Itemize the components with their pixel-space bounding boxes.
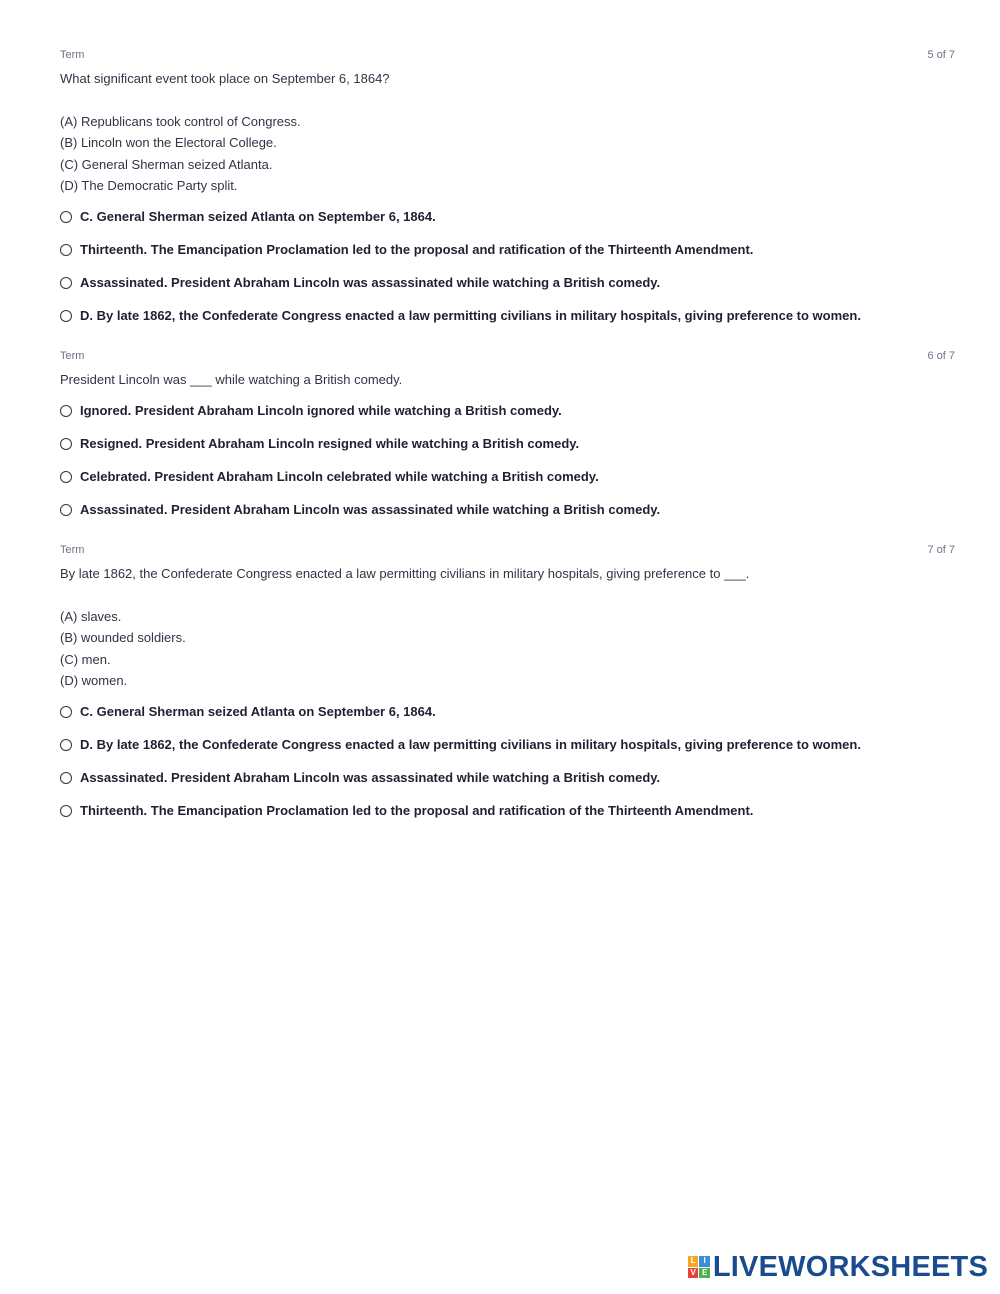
question-prompt: President Lincoln was ___ while watching a British comedy. (60, 372, 403, 387)
option-label: Assassinated. President Abraham Lincoln was assassinated while watching a British comedy. (80, 501, 661, 517)
term-header (60, 349, 955, 367)
logo-icon-letter: I (699, 1256, 710, 1267)
radio-button[interactable] (60, 438, 72, 450)
option-label: Thirteenth. The Emancipation Proclamation led to the proposal and ratification of the Thirteenth Amendment. (80, 802, 754, 818)
radio-button[interactable] (60, 310, 72, 322)
option-label: D. By late 1862, the Confederate Congress enacted a law permitting civilians in military hospitals, giving preference to women. (80, 307, 861, 323)
answer-option[interactable] (60, 770, 955, 803)
answer-option[interactable] (60, 704, 955, 737)
option-label: D. By late 1862, the Confederate Congress enacted a law permitting civilians in military hospitals, giving preference to women. (80, 736, 861, 752)
option-label: Thirteenth. The Emancipation Proclamation led to the proposal and ratification of the Thirteenth Amendment. (80, 241, 754, 257)
radio-button[interactable] (60, 706, 72, 718)
term-card-6 (60, 349, 955, 535)
answer-option[interactable] (60, 275, 955, 308)
option-label: Resigned. President Abraham Lincoln resigned while watching a British comedy. (80, 435, 580, 451)
logo-icon-letter: E (699, 1268, 710, 1279)
answer-option[interactable] (60, 242, 955, 275)
term-counter: 5 of 7 (927, 49, 955, 61)
answer-option[interactable] (60, 502, 955, 535)
answer-options (60, 704, 955, 836)
choice-c: (C) General Sherman seized Atlanta. (60, 156, 273, 172)
logo-icon-letter: L (688, 1256, 699, 1267)
radio-button[interactable] (60, 211, 72, 223)
choice-list (60, 111, 955, 197)
option-label: Ignored. President Abraham Lincoln ignored while watching a British comedy. (80, 402, 562, 418)
choice-d: (D) The Democratic Party split. (60, 178, 238, 193)
choice-d: (D) women. (60, 673, 128, 688)
option-label: Assassinated. President Abraham Lincoln was assassinated while watching a British comedy. (80, 769, 661, 785)
radio-button[interactable] (60, 471, 72, 483)
term-counter: 7 of 7 (927, 544, 955, 556)
answer-option[interactable] (60, 403, 955, 436)
term-label: Term (60, 49, 85, 61)
choice-c: (C) men. (60, 651, 111, 667)
term-label: Term (60, 350, 85, 362)
choice-list (60, 606, 955, 692)
term-label: Term (60, 544, 85, 556)
radio-button[interactable] (60, 772, 72, 784)
choice-b: (B) wounded soldiers. (60, 630, 186, 645)
answer-option[interactable] (60, 436, 955, 469)
answer-option[interactable] (60, 209, 955, 242)
liveworksheets-logo (688, 1252, 988, 1282)
term-header (60, 48, 955, 66)
answer-options (60, 209, 955, 341)
radio-button[interactable] (60, 405, 72, 417)
option-label: C. General Sherman seized Atlanta on September 6, 1864. (80, 703, 436, 719)
logo-icon-letter: V (688, 1268, 699, 1279)
option-label: Celebrated. President Abraham Lincoln celebrated while watching a British comedy. (80, 468, 599, 484)
radio-button[interactable] (60, 805, 72, 817)
option-label: C. General Sherman seized Atlanta on September 6, 1864. (80, 208, 436, 224)
question-prompt: By late 1862, the Confederate Congress enacted a law permitting civilians in military hospitals, giving preference to ___. (60, 566, 750, 581)
radio-button[interactable] (60, 504, 72, 516)
term-card-7 (60, 543, 955, 836)
term-header (60, 543, 955, 561)
radio-button[interactable] (60, 277, 72, 289)
radio-button[interactable] (60, 739, 72, 751)
radio-button[interactable] (60, 244, 72, 256)
answer-option[interactable] (60, 308, 955, 341)
answer-option[interactable] (60, 737, 955, 770)
answer-options (60, 403, 955, 535)
answer-option[interactable] (60, 803, 955, 836)
choice-a: (A) slaves. (60, 608, 122, 624)
question-prompt: What significant event took place on September 6, 1864? (60, 71, 390, 86)
option-label: Assassinated. President Abraham Lincoln was assassinated while watching a British comedy. (80, 274, 661, 290)
term-card-5 (60, 48, 955, 341)
term-counter: 6 of 7 (927, 350, 955, 362)
answer-option[interactable] (60, 469, 955, 502)
liveworksheets-icon (688, 1256, 710, 1278)
choice-a: (A) Republicans took control of Congress. (60, 113, 301, 129)
logo-wordmark: LIVEWORKSHEETS (712, 1251, 988, 1283)
choice-b: (B) Lincoln won the Electoral College. (60, 135, 277, 150)
